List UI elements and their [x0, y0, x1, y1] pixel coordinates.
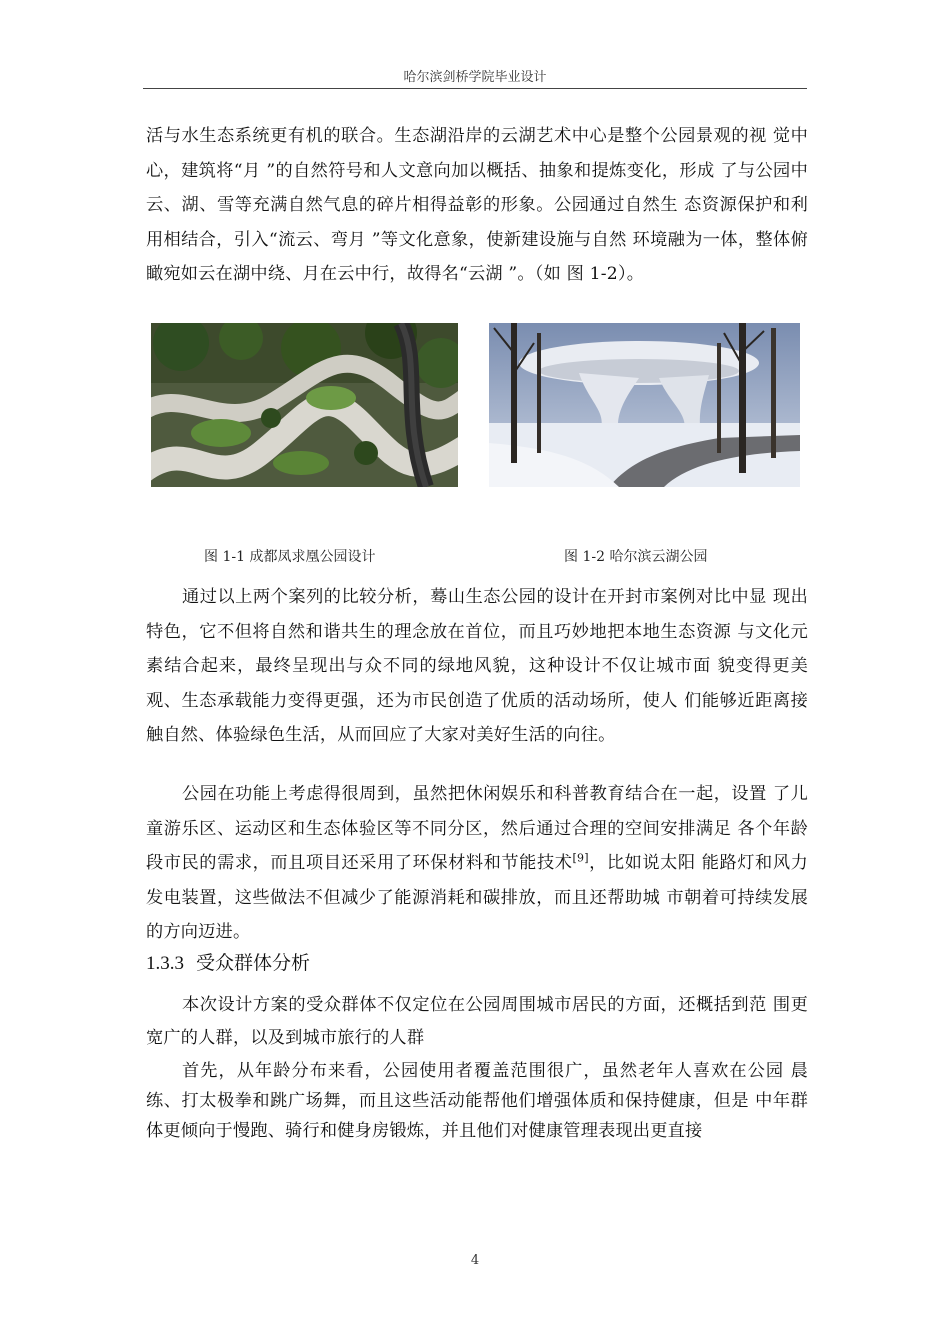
paragraph-functions-text-a: 公园在功能上考虑得很周到，虽然把休闲娱乐和科普教育结合在一起，设置 了儿童游乐区、运动区和生态体验区等不同分区，然后通过合理的空间安排满足 各个年龄段市民的需求，而且项目还采用了环保材料和节能技术: [146, 784, 808, 873]
figure-harbin-yunhu-park-photo: [489, 323, 800, 487]
paragraph-park-functions: [146, 777, 808, 950]
paragraph-functions-text-b: ，比如说太阳 能路灯和风力发电装置，这些做法不但减少了能源消耗和碳排放，而且还帮助城 市朝着可持续发展的方向迈进。: [146, 853, 808, 942]
section-heading: [146, 948, 310, 975]
paragraph-case-comparison: 通过以上两个案列的比较分析，蓦山生态公园的设计在开封市案例对比中显 现出特色，它不但将自然和谐共生的理念放在首位，而且巧妙地把本地生态资源 与文化元素结合起来，最终呈现出与众不同的绿地风貌，这种设计不仅让城市面 貌变得更美观、生态承载能力变得更强，还为市民创造了优质的活动场所，使人 们能够近距离接触自然、体验绿色生活，从而回应了大家对美好生活的向往。: [146, 587, 808, 745]
figure-1-2-caption: 图 1-2 哈尔滨云湖公园: [564, 549, 708, 565]
citation-9: [9]: [572, 851, 589, 865]
section-number: 1.3.3: [146, 953, 184, 974]
figure-1-1-caption: 图 1-1 成都凤求凰公园设计: [204, 549, 376, 565]
figure-chengdu-park-photo: [151, 323, 458, 487]
paragraph-age-distribution: 首先，从年龄分布来看，公园使用者覆盖范围很广，虽然老年人喜欢在公园 晨练、打太极拳和跳广场舞，而且这些活动能帮他们增强体质和保持健康，但是 中年群体更倾向于慢跑、骑行和健身房锻炼，并且他们对健康管理表现出更直接: [146, 1061, 808, 1141]
paragraph-yunhu-description: 活与水生态系统更有机的联合。生态湖沿岸的云湖艺术中心是整个公园景观的视 觉中心，建筑将“月 ”的自然符号和人文意向加以概括、抽象和提炼变化，形成 了与公园中云、湖、雪等充满自然气息的碎片相得益彰的形象。公园通过自然生 态资源保护和利用相结合，引入“流云、弯月 ”等文化意象，使新建设施与自然 环境融为一体，整体俯瞰宛如云在湖中绕、月在云中行，故得名“云湖 ”。（如 图 1-2）。: [146, 126, 808, 284]
paragraph-audience-intro: 本次设计方案的受众群体不仅定位在公园周围城市居民的方面，还概括到范 围更宽广的人群，以及到城市旅行的人群: [146, 995, 808, 1048]
page-number: 4: [470, 1253, 480, 1268]
section-title: 受众群体分析: [196, 952, 311, 974]
header-divider: [143, 88, 807, 89]
page-header: 哈尔滨剑桥学院毕业设计: [403, 70, 547, 85]
